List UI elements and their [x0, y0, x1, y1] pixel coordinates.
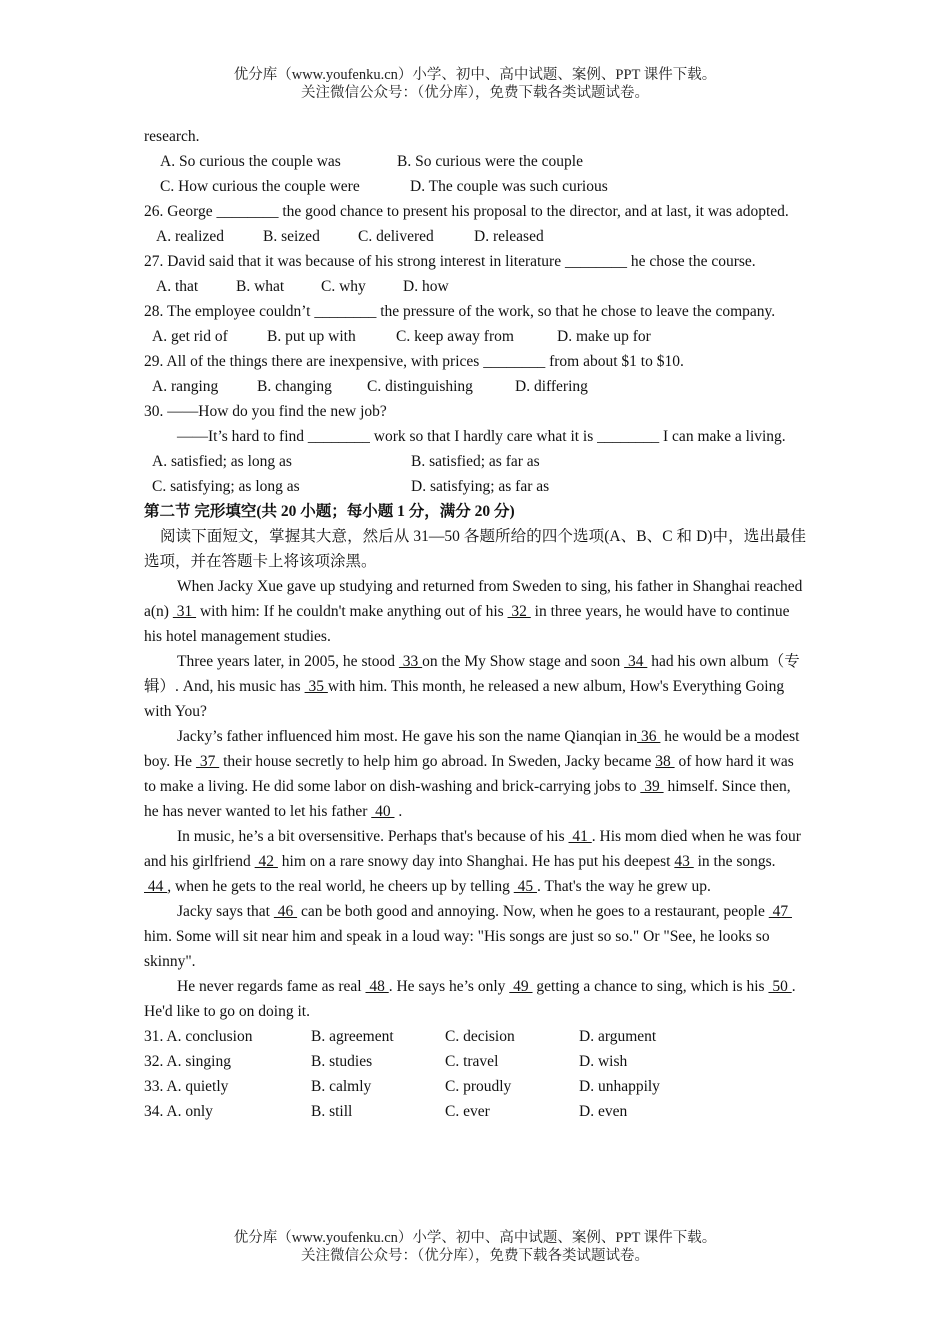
- option-32-c: C. travel: [445, 1053, 499, 1070]
- passage-paragraph-5: [144, 899, 806, 974]
- cloze-options-33: [144, 1074, 806, 1099]
- passage-paragraph-1: [144, 574, 806, 649]
- option-34-c: C. ever: [445, 1103, 490, 1120]
- passage-text: him on a rare snowy day into Shanghai. He has put his deepest: [277, 853, 675, 870]
- blank-32: 32: [507, 603, 531, 620]
- option-33-a: 33. A. quietly: [144, 1078, 229, 1095]
- passage-text: in three years, he would have to continue his hotel management studies.: [144, 603, 790, 645]
- passage-text: , when he gets to the real world, he cheers up by telling: [167, 878, 514, 895]
- option-31-d: D. argument: [579, 1028, 657, 1045]
- q27-options: [144, 274, 806, 299]
- option-33-c: C. proudly: [445, 1078, 512, 1095]
- q26-options: [144, 224, 806, 249]
- passage-text: . He says he’s only: [388, 978, 510, 995]
- passage-text: In music, he’s a bit oversensitive. Perhaps that's because of his: [177, 828, 569, 845]
- passage-text: him. Some will sit near him and speak in a loud way: "His songs are just so so." Or "See, he looks so skinny".: [144, 928, 770, 970]
- q30-option-a: A. satisfied; as long as: [152, 453, 292, 470]
- q30-options-row-1: [144, 449, 806, 474]
- header-line-2: 关注微信公众号：（优分库），免费下载各类试题试卷。: [301, 85, 649, 101]
- passage-text: himself. Since then, he has never wanted to let his father: [144, 778, 791, 820]
- option-32-a: 32. A. singing: [144, 1053, 231, 1070]
- q26-option-d: D. released: [474, 228, 544, 245]
- blank-49: 49: [509, 978, 533, 995]
- blank-36: 36: [637, 728, 661, 745]
- blank-50: 50: [768, 978, 792, 995]
- passage-text: he would be a modest boy. He: [144, 728, 800, 770]
- q29-option-b: B. changing: [257, 378, 332, 395]
- option-31-b: B. agreement: [311, 1028, 394, 1045]
- passage-paragraph-3: [144, 724, 806, 824]
- passage-text: When Jacky Xue gave up studying and returned from Sweden to sing, his father in Shanghai reached a(n): [144, 578, 803, 620]
- passage-text: He never regards fame as real: [177, 978, 366, 995]
- q30-option-b: B. satisfied; as far as: [411, 453, 540, 470]
- footer-line-1: 优分库（www.youfenku.cn）小学、初中、高中试题、案例、PPT 课件下载。: [233, 1230, 717, 1246]
- option-33-b: B. calmly: [311, 1078, 372, 1095]
- q27-stem: 27. David said that it was because of his strong interest in literature ________ he chose the course.: [144, 253, 756, 270]
- blank-38: 38: [655, 753, 675, 770]
- option-33-d: D. unhappily: [579, 1078, 660, 1095]
- blank-33: 33: [398, 653, 423, 670]
- q28-option-b: B. put up with: [267, 328, 356, 345]
- q26-option-b: B. seized: [263, 228, 320, 245]
- header-line-1: 优分库（www.youfenku.cn）小学、初中、高中试题、案例、PPT 课件下载。: [233, 67, 717, 83]
- q29-options: [144, 374, 806, 399]
- q28-option-d: D. make up for: [557, 328, 651, 345]
- q29-stem: 29. All of the things there are inexpensive, with prices ________ from about $1 to $10.: [144, 353, 684, 370]
- passage-paragraph-4: [144, 824, 806, 899]
- passage-text: Jacky says that: [177, 903, 274, 920]
- cloze-options-31: [144, 1024, 806, 1049]
- blank-40: 40: [371, 803, 395, 820]
- passage-text: . His mom died when he was four and his girlfriend: [144, 828, 801, 870]
- q25-option-c: C. How curious the couple were: [160, 178, 360, 195]
- q28-stem: 28. The employee couldn’t ________ the pressure of the work, so that he chose to leave the company.: [144, 303, 776, 320]
- passage-text: . That's the way he grew up.: [537, 878, 711, 895]
- option-31-c: C. decision: [445, 1028, 515, 1045]
- passage-text: .: [394, 803, 403, 820]
- q27-option-b: B. what: [236, 278, 285, 295]
- option-34-d: D. even: [579, 1103, 628, 1120]
- passage-text: can be both good and annoying. Now, when he goes to a restaurant, people: [297, 903, 769, 920]
- q25-stem-tail: research.: [144, 128, 200, 145]
- passage-text: in the songs.: [693, 853, 776, 870]
- passage-text: of how hard it was to make a living. He did some labor on dish-washing and brick-carrying jobs to: [144, 753, 794, 795]
- q28-option-c: C. keep away from: [396, 328, 514, 345]
- q29-option-d: D. differing: [515, 378, 588, 395]
- passage-text: with him. This month, he released a new album, How's Everything Going with You?: [144, 678, 785, 720]
- option-32-d: D. wish: [579, 1053, 628, 1070]
- blank-48: 48: [365, 978, 389, 995]
- blank-45: 45: [513, 878, 537, 895]
- option-34-a: 34. A. only: [144, 1103, 213, 1120]
- blank-41: 41: [568, 828, 592, 845]
- passage-text: getting a chance to sing, which is his: [532, 978, 769, 995]
- q25-option-b: B. So curious were the couple: [397, 153, 583, 170]
- page-header: [0, 66, 950, 102]
- blank-39: 39: [640, 778, 664, 795]
- q25-options-row-2: [144, 174, 806, 199]
- q27-option-d: D. how: [403, 278, 449, 295]
- q25-options-row-1: [144, 149, 806, 174]
- q30-options-row-2: [144, 474, 806, 499]
- option-31-a: 31. A. conclusion: [144, 1028, 253, 1045]
- blank-35: 35: [304, 678, 328, 695]
- blank-47: 47: [768, 903, 792, 920]
- q29-option-c: C. distinguishing: [367, 378, 473, 395]
- page-content: [144, 124, 806, 1124]
- blank-37: 37: [195, 753, 220, 770]
- q30-reply: ——It’s hard to find ________ work so that I hardly care what it is ________ I can make a living.: [177, 428, 786, 445]
- q30-option-d: D. satisfying; as far as: [411, 478, 550, 495]
- blank-46: 46: [273, 903, 298, 920]
- q30-option-c: C. satisfying; as long as: [152, 478, 300, 495]
- footer-line-2: 关注微信公众号：（优分库），免费下载各类试题试卷。: [301, 1248, 649, 1264]
- q28-option-a: A. get rid of: [152, 328, 228, 345]
- passage-text: with him: If he couldn't make anything out of his: [196, 603, 508, 620]
- blank-34: 34: [624, 653, 648, 670]
- passage-text: Three years later, in 2005, he stood: [177, 653, 399, 670]
- passage-text: . He'd like to go on doing it.: [144, 978, 796, 1020]
- passage-text: had his own album（专辑）. And, his music has: [144, 653, 800, 695]
- passage-text: on the My Show stage and soon: [422, 653, 625, 670]
- q30-stem: 30. ——How do you find the new job?: [144, 403, 387, 420]
- blank-44: 44: [144, 878, 168, 895]
- section-instruction: 阅读下面短文，掌握其大意，然后从 31—50 各题所给的四个选项(A、B、C 和 D)中，选出最佳选项，并在答题卡上将该项涂黑。: [144, 528, 806, 570]
- q26-stem: 26. George ________ the good chance to present his proposal to the director, and at last, it was adopted.: [144, 203, 789, 220]
- passage-paragraph-6: [144, 974, 806, 1024]
- blank-31: 31: [172, 603, 197, 620]
- q28-options: [144, 324, 806, 349]
- q27-option-c: C. why: [321, 278, 366, 295]
- passage-paragraph-2: [144, 649, 806, 724]
- cloze-options-34: [144, 1099, 806, 1124]
- cloze-options-32: [144, 1049, 806, 1074]
- page-footer: [0, 1229, 950, 1265]
- q27-option-a: A. that: [156, 278, 199, 295]
- q26-option-a: A. realized: [156, 228, 224, 245]
- q26-option-c: C. delivered: [358, 228, 434, 245]
- section-title: 第二节 完形填空(共 20 小题；每小题 1 分，满分 20 分): [144, 503, 515, 520]
- option-34-b: B. still: [311, 1103, 353, 1120]
- option-32-b: B. studies: [311, 1053, 373, 1070]
- q25-option-d: D. The couple was such curious: [410, 178, 608, 195]
- passage-text: Jacky’s father influenced him most. He gave his son the name Qianqian in: [177, 728, 638, 745]
- q25-option-a: A. So curious the couple was: [160, 153, 341, 170]
- q29-option-a: A. ranging: [152, 378, 219, 395]
- blank-43: 43: [674, 853, 694, 870]
- blank-42: 42: [254, 853, 278, 870]
- passage-text: their house secretly to help him go abroad. In Sweden, Jacky became: [219, 753, 656, 770]
